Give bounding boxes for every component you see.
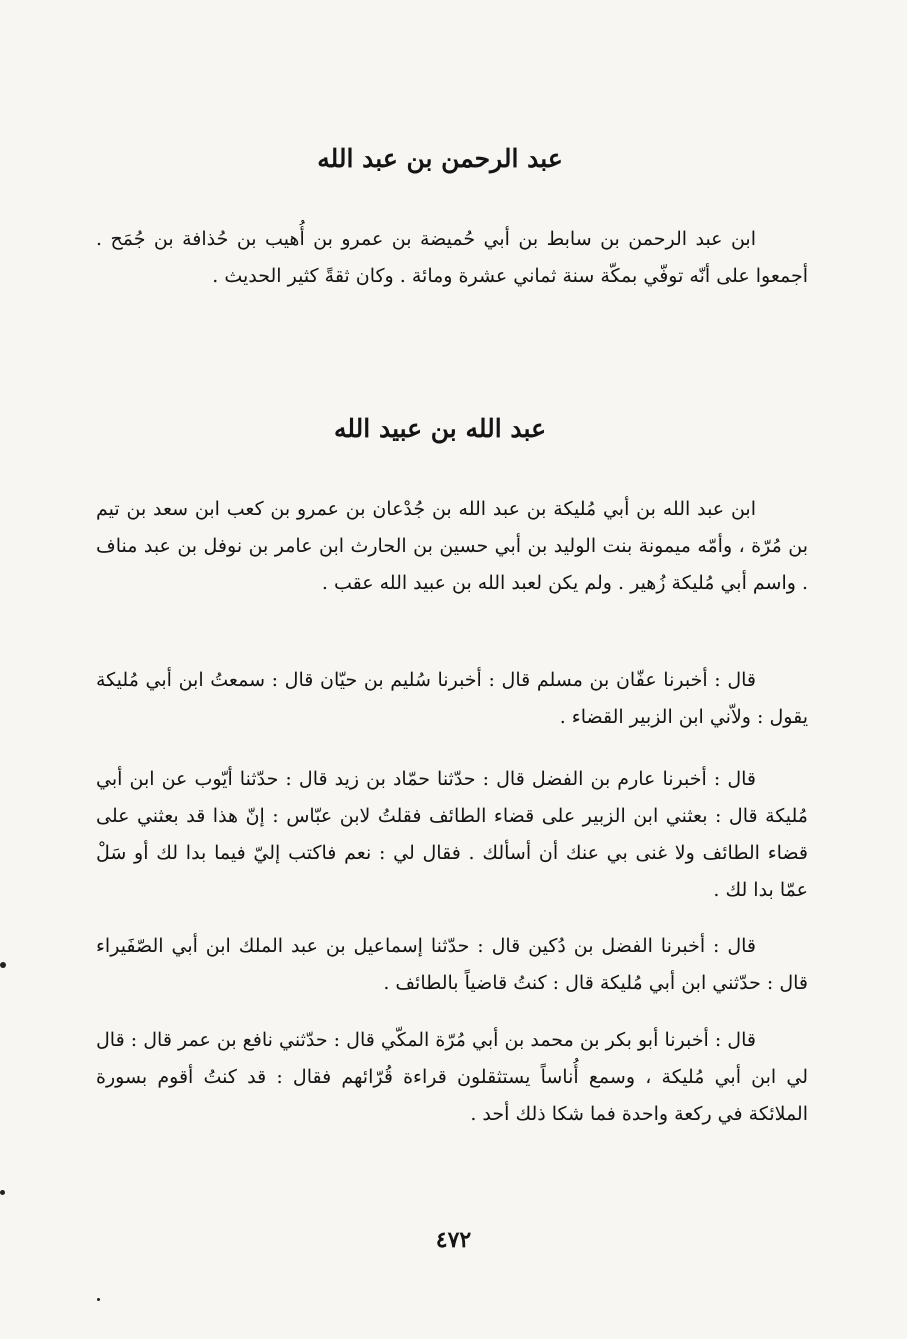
scan-speck xyxy=(0,1190,5,1195)
scan-speck xyxy=(97,1298,100,1301)
paragraph-text: ابن عبد الرحمن بن سابط بن أبي حُميضة بن عمرو بن أُهيب بن حُذافة بن جُمَح . أجمعوا على أنّه توفّي بمكّة سنة ثماني عشرة ومائة . وكان ثقةً كثير الحديث . xyxy=(96,228,808,287)
scan-speck xyxy=(0,962,6,968)
paragraph-report-fadl xyxy=(96,928,808,1002)
section-title-abd-al-rahman: عبد الرحمن بن عبد الله xyxy=(317,144,563,173)
paragraph-text: ابن عبد الله بن أبي مُليكة بن عبد الله بن جُدْعان بن عمرو بن كعب ابن سعد بن تيم بن مُرّة ، وأمّه ميمونة بنت الوليد بن أبي حسين بن الحارث ابن عامر بن نوفل بن عبد مناف . واسم أبي مُليكة زُهير . ولم يكن لعبد الله بن عبيد الله عقب . xyxy=(96,498,808,594)
paragraph-report-affan xyxy=(96,662,808,736)
paragraph-text: قال : أخبرنا عارم بن الفضل قال : حدّثنا حمّاد بن زيد قال : حدّثنا أيّوب عن ابن أبي مُليكة قال : بعثني ابن الزبير على قضاء الطائف فقلتُ لابن عبّاس : إنّ هذا قد بعثني على قضاء الطائف ولا غنى بي عنك أن أسألك . فقال لي : نعم فاكتب إليّ فيما بدا لك أو سَلْ عمّا بدا لك . xyxy=(96,768,808,901)
page-number: ٤٧٢ xyxy=(435,1227,472,1253)
paragraph-text: قال : أخبرنا عفّان بن مسلم قال : أخبرنا سُليم بن حيّان قال : سمعتُ ابن أبي مُليكة يقول : ولاّني ابن الزبير القضاء . xyxy=(96,669,808,728)
paragraph-report-arim xyxy=(96,761,808,909)
section-title-abd-allah: عبد الله بن عبيد الله xyxy=(334,414,546,443)
paragraph-text: قال : أخبرنا أبو بكر بن محمد بن أبي مُرّة المكّي قال : حدّثني نافع بن عمر قال : قال لي ابن أبي مُليكة ، وسمع أُناساً يستثقلون قراءة قُرّائهم فقال : قد كنتُ أقوم بسورة الملائكة في ركعة واحدة فما شكا ذلك أحد . xyxy=(96,1029,808,1125)
paragraph-biography-abd-al-rahman xyxy=(96,221,808,295)
paragraph-biography-abd-allah xyxy=(96,491,808,602)
paragraph-text: قال : أخبرنا الفضل بن دُكين قال : حدّثنا إسماعيل بن عبد الملك ابن أبي الصّفَيراء قال : حدّثني ابن أبي مُليكة قال : كنتُ قاضياً بالطائف . xyxy=(96,935,808,994)
paragraph-report-abu-bakr xyxy=(96,1022,808,1133)
